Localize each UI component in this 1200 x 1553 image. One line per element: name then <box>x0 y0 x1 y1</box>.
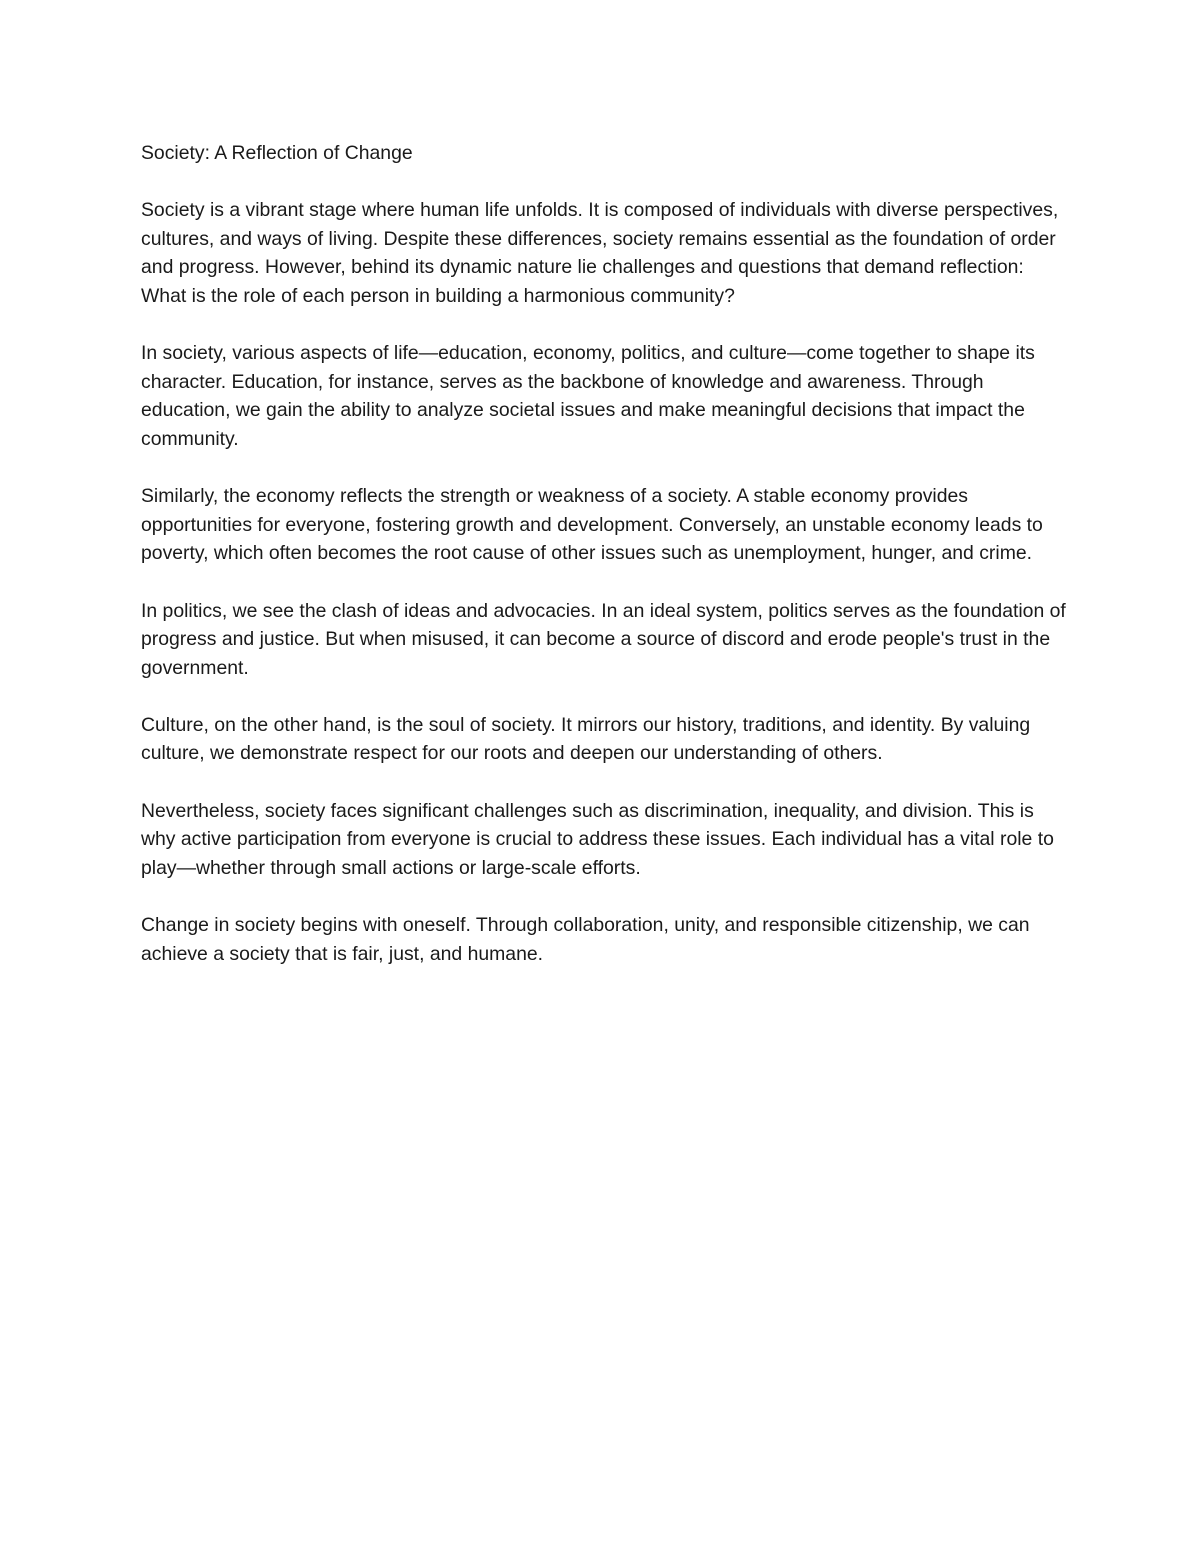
paragraph-introduction: Society is a vibrant stage where human life unfolds. It is composed of individuals with diverse perspectives, cultures, and ways of living. Despite these differences, society remains essential as the foundation of order and progress. However, behind its dynamic nature lie challenges and questions that demand reflection: What is the role of each person in building a harmonious community? <box>141 199 1059 307</box>
document-title: Society: A Reflection of Change <box>141 142 413 164</box>
paragraph-challenges: Nevertheless, society faces significant challenges such as discrimination, inequality, and division. This is why active participation from everyone is crucial to address these issues. Each individual has a vital role to play—whether through small actions or large-scale efforts. <box>141 799 1054 879</box>
paragraph-culture: Culture, on the other hand, is the soul of society. It mirrors our history, traditions, and identity. By valuing culture, we demonstrate respect for our roots and deepen our understanding of others. <box>141 713 1031 765</box>
paragraph-economy: Similarly, the economy reflects the strength or weakness of a society. A stable economy provides opportunities for everyone, fostering growth and development. Conversely, an unstable economy leads to poverty, which often becomes the root cause of other issues such as unemployment, hunger, and crime. <box>141 485 1043 565</box>
paragraph-education: In society, various aspects of life—education, economy, politics, and culture—come together to shape its character. Education, for instance, serves as the backbone of knowledge and awareness. Through education, we gain the ability to analyze societal issues and make meaningful decisions that impact the community. <box>141 342 1035 450</box>
paragraph-politics: In politics, we see the clash of ideas and advocacies. In an ideal system, politics serves as the foundation of progress and justice. But when misused, it can become a source of discord and erode people's trust in the government. <box>141 599 1066 679</box>
paragraph-conclusion: Change in society begins with oneself. Through collaboration, unity, and responsible citizenship, we can achieve a society that is fair, just, and humane. <box>141 914 1030 965</box>
document-body <box>141 139 1066 997</box>
